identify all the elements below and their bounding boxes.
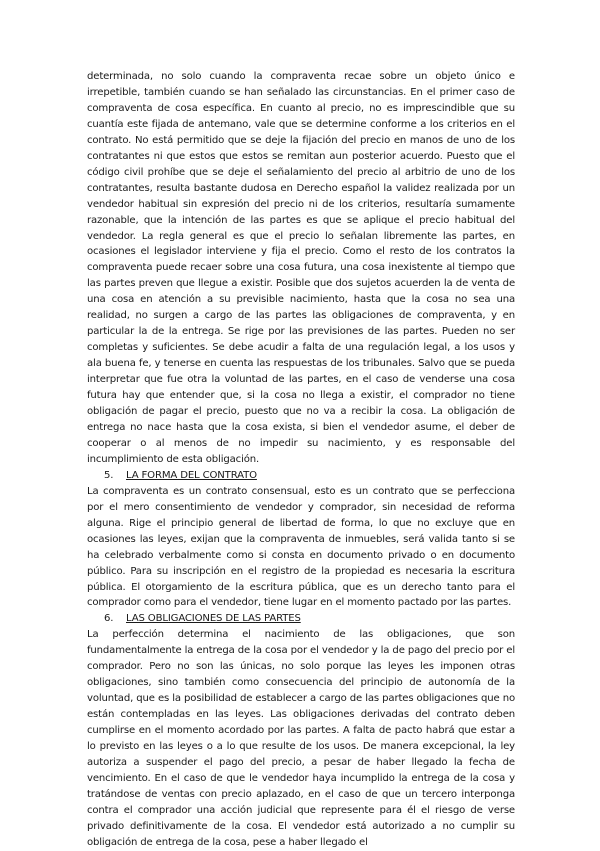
section-heading-obligaciones — [87, 611, 515, 627]
section-title: LAS OBLIGACIONES DE LAS PARTES — [126, 613, 301, 625]
paragraph-obligaciones: La perfección determina el nacimiento de las obligaciones, que son fundamentalmente la entrega de la cosa por el vendedor y la de pago del precio por el comprador. Pero no son las únicas, no solo porque las leyes les imponen otras obligaciones, sino también como consecuencia del principio de autonomía de la voluntad, que es la posibilidad de establecer a cargo de las partes obligaciones que no están contempladas en las leyes. Las obligaciones derivadas del contrato deben cumplirse en el momento acordado por las partes. A falta de pacto habrá que estar a lo previsto en las leyes o a lo que resulte de los usos. De manera excepcional, la ley autoriza a suspender el pago del precio, a pesar de haber llegado la fecha de vencimiento. En el caso de que le vendedor haya incumplido la entrega de la cosa y tratándose de ventas con precio aplazado, en el caso de que un tercero interponga contra el comprador una acción judicial que represente para él el riesgo de verse privado definitivamente de la cosa. El vendedor está autorizado a no cumplir su obligación de entrega de la cosa, pese a haber llegado el — [87, 629, 515, 848]
section-title: LA FORMA DEL CONTRATO — [126, 469, 257, 481]
section-number: 5. — [104, 469, 114, 481]
document-page — [87, 69, 515, 851]
section-heading-forma-contrato — [87, 468, 515, 484]
paragraph-precio-cosa-futura: determinada, no solo cuando la compraventa recae sobre un objeto único e irrepetible, también cuando se han señalado las circunstancias. En el primer caso de compraventa de cosa específica. En cuanto al precio, no es imprescindible que su cuantía este fijada de antemano, vale que se determine conforme a los criterios en el contrato. No está permitido que se deje la fijación del precio en manos de uno de los contratantes ni que estos que estos se remitan aun posterior acuerdo. Puesto que el código civil prohíbe que se deje el señalamiento del precio al arbitrio de uno de los contratantes, resulta bastante dudosa en Derecho español la validez realizada por un vendedor habitual sin expresión del precio ni de los criterios, resultaría sumamente razonable, que la intención de las partes es que se aplique el precio habitual del vendedor. La regla general es que el precio lo señalan libremente las partes, en ocasiones el legislador interviene y fija el precio. Como el resto de los contratos la compraventa puede recaer sobre una cosa futura, una cosa inexistente al tiempo que las partes preven que llegue a existir. Posible que dos sujetos acuerden la de venta de una cosa en atención a su previsible nacimiento, hasta que la cosa no sea una realidad, no surgen a cargo de las partes las obligaciones de compraventa, y en particular la de la entrega. Se rige por las previsiones de las partes. Pueden no ser completas y suficientes. Se debe acudir a falta de una regulación legal, a los usos y ala buena fe, y tenerse en cuenta las respuestas de los tribunales. Salvo que se pueda interpretar que fue otra la voluntad de las partes, en el caso de venderse una cosa futura hay que entender que, si la cosa no llega a existir, el comprador no tiene obligación de pagar el precio, puesto que no va a recibir la cosa. La obligación de entrega no nace hasta que la cosa exista, si bien el vendedor asume, el deber de cooperar o al menos de no impedir su nacimiento, y es responsable del incumplimiento de esta obligación. — [87, 71, 515, 465]
section-number: 6. — [104, 613, 114, 625]
paragraph-forma-contrato: La compraventa es un contrato consensual, esto es un contrato que se perfecciona por el mero consentimiento de vendedor y comprador, sin necesidad de reforma alguna. Rige el principio general de libertad de forma, lo que no excluye que en ocasiones las leyes, exijan que la compraventa de inmuebles, será valida tanto si se ha celebrado verbalmente como si consta en documento privado o en documento público. Para su inscripción en el registro de la propiedad es necesaria la escritura pública. El otorgamiento de la escritura pública, que es un derecho tanto para el comprador como para el vendedor, tiene lugar en el momento pactado por las partes. — [87, 485, 515, 609]
